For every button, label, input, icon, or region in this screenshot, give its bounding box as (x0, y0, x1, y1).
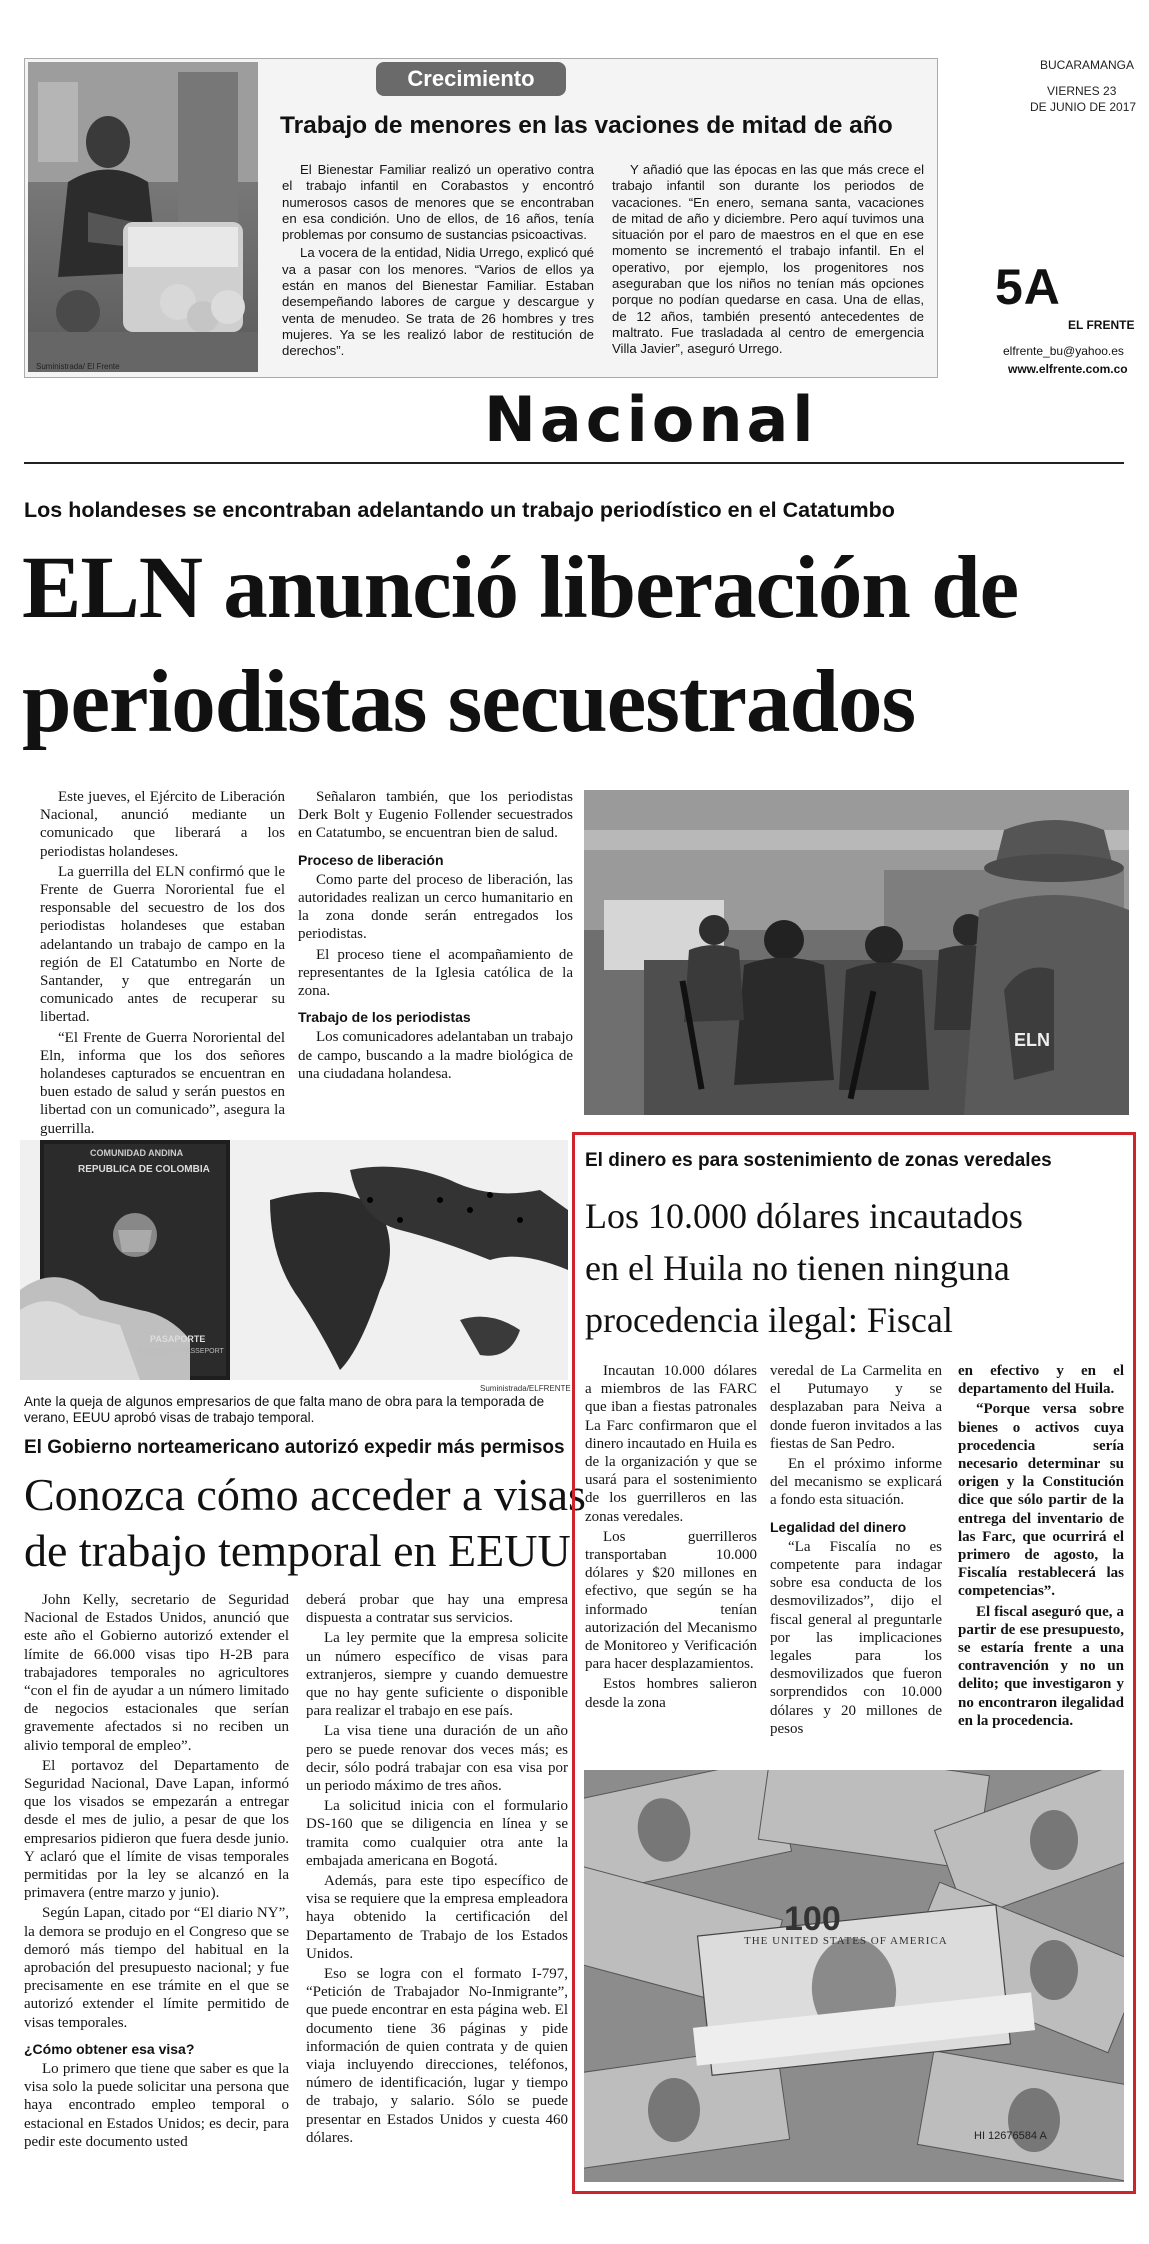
passport-text-2: REPUBLICA DE COLOMBIA (78, 1164, 210, 1175)
eln-photo (584, 790, 1129, 1115)
top-banner: Crecimiento (376, 62, 566, 96)
bill-label: THE UNITED STATES OF AMERICA (744, 1935, 948, 1947)
paragraph: La visa tiene una duración de un año pero se puede renovar dos veces más; es decir, sólo podrá trabajar con esa visa por un periodo máximo de tres años. (306, 1723, 568, 1795)
paragraph: La guerrilla del ELN confirmó que le Frente de Guerra Nororiental fue el responsable del secuestro de los dos periodistas holandeses que estaban adelantando un trabajo de campo en la región de El Catatumbo en Norte de Santander, y que entregarán un comunicado antes de recuperar su libertad. (40, 863, 285, 1026)
paragraph: Incautan 10.000 dólares a miembros de las FARC que iban a fiestas patronales La Farc confirmaron que el dinero incautado en Huila es de la organización y que se usará para el sostenimiento de los guerrilleros en las zonas veredales. (585, 1363, 757, 1525)
top-col-1 (282, 162, 594, 362)
paragraph: La vocera de la entidad, Nidia Urrego, explicó qué va a pasar con los menores. “Varios de ellos ya están en manos del Bienestar Familiar. Estaban desempeñando labores de cargue y descargue y venta de menudeo. Se trata de 26 hombres y tres mujeres. Ya se les realizó labor de restitución de derechos”. (282, 245, 594, 359)
visa-photo-credit: Suministrada/ELFRENTE (480, 1384, 571, 1393)
visa-col-1 (24, 1591, 289, 2153)
subheading: Proceso de liberación (298, 851, 444, 868)
fiscal-headline-line-3: procedencia ilegal: Fiscal (585, 1300, 953, 1340)
passport-text-1: COMUNIDAD ANDINA (90, 1148, 184, 1158)
top-photo-credit: Suministrada/ El Frente (36, 362, 120, 371)
eln-photo-label: ELN (1014, 1030, 1050, 1050)
visa-col-2 (306, 1591, 568, 2149)
paragraph: veredal de La Carmelita en el Putumayo y se desplazaban para Neiva a donde fueron invitados a las fiestas de San Pedro. (770, 1363, 942, 1452)
bill-serial: HI 12676584 A (974, 2130, 1047, 2142)
visa-kicker: El Gobierno norteamericano autorizó expedir más permisos (24, 1437, 565, 1458)
paragraph: Y añadió que las épocas en las que más crece el trabajo infantil son durante los periodos de vacaciones. “En enero, semana santa, vacaciones de mitad de año y diciembre. Pero aquí tuvimos una situación por el paro de maestros en el que en ese momento se incrementó el trabajo infantil. En el operativo, por ejemplo, los progenitores nos aseguraban que los niños no tenían más opciones porque no podían quedarse en casa. Una de ellas, de 12 años, también presentó antecedentes de maltrato. Fue trasladada al centro de emergencia Villa Javier”, aseguró Urrego. (612, 162, 924, 357)
section-rule (24, 462, 1124, 464)
top-box-photo (28, 62, 258, 372)
paragraph: “Porque versa sobre bienes o activos cuya procedencia sería necesario determinar su origen y la Constitución dice que sólo partir de la entrega del inventario de las Farc, que ocurrirá el primero de agosto, la Fiscalía restablecerá las competencias”. (958, 1401, 1124, 1600)
masthead-web: www.elfrente.com.co (1008, 362, 1128, 376)
section-name: Nacional (484, 383, 818, 456)
paragraph: Los guerrilleros transportaban 10.000 dólares y $20 millones en efectivo, que según se ha informado tenían autorización del Mecanismo de Monitoreo y Verificación para hacer desplazamientos. (585, 1528, 757, 1673)
passport-text-3: PASAPORTE (150, 1334, 206, 1344)
paragraph: El fiscal aseguró que, a partir de ese presupuesto, se estaría frente a una contravención y no un delito; que investigaron y no encontraron ilegalidad en la procedencia. (958, 1603, 1124, 1729)
page-number: 5A (995, 259, 1061, 315)
paragraph: El Bienestar Familiar realizó un operativo contra el trabajo infantil en Corabastos y encontró numerosos casos de menores que se encontraban en esa condición. Uno de ellos, de 16 años, tenía problemas por consumo de sustancias psicoactivas. (282, 162, 594, 243)
fiscal-col-1 (585, 1362, 757, 1714)
paragraph: En el próximo informe del mecanismo se explicará a fondo esta situación. (770, 1456, 942, 1509)
masthead-paper: EL FRENTE (1068, 318, 1135, 332)
main-col-1 (40, 788, 285, 1140)
fiscal-col-2 (770, 1362, 942, 1740)
paragraph: Eso se logra con el formato I-797, “Petición de Trabajador No-Inmigrante”, que puede encontrar en esta página web. El documento tiene 36 páginas y pide información de quien contrata y de quien viaja incluyendo direcciones, teléfonos, número de identificación, lugar y tiempo de trabajo, y salario. Sólo se puede presentar en Estados Unidos y cuesta 460 dólares. (306, 1966, 568, 2146)
fiscal-col-3 (958, 1362, 1124, 1732)
paragraph: deberá probar que hay una empresa dispuesta a contratar sus servicios. (306, 1592, 568, 1627)
paragraph: Estos hombres salieron desde la zona (585, 1676, 757, 1711)
paragraph: Los comunicadores adelantaban un trabajo de campo, buscando a la madre biológica de una ciudadana holandesa. (298, 1029, 573, 1082)
masthead-city: BUCARAMANGA (1040, 58, 1135, 72)
paragraph: La ley permite que la empresa solicite un número específico de visas para extranjeros, siempre y cuando demuestre que no hay gente suficiente o disponible para realizar el trabajo en ese país. (306, 1630, 568, 1720)
main-headline-line-2: periodistas secuestrados (22, 653, 916, 751)
top-col-2 (612, 162, 924, 360)
masthead-date-1: VIERNES 23 (1047, 84, 1117, 98)
fiscal-headline-line-1: Los 10.000 dólares incautados (585, 1196, 1023, 1236)
paragraph: Señalaron también, que los periodistas Derk Bolt y Eugenio Follender secuestrados en Catatumbo, se encuentran bien de salud. (298, 789, 573, 842)
paragraph: “El Frente de Guerra Nororiental del Eln, informa que los dos señores holandeses capturados se encuentran en buen estado de salud y serán puestos en libertad con un comunicado”, asegura la guerrilla. (40, 1029, 285, 1137)
paragraph: La solicitud inicia con el formulario DS-160 que se diligencia en línea y se tramita como cualquier otra ante la embajada americana en Bogotá. (306, 1798, 568, 1869)
passport-text-4: PASSPORT • PASSEPORT (138, 1348, 224, 1355)
visa-headline-line-1: Conozca cómo acceder a visas (24, 1469, 586, 1520)
subheading: Legalidad del dinero (770, 1518, 907, 1535)
top-title: Trabajo de menores en las vaciones de mitad de año (280, 112, 893, 139)
paragraph: Como parte del proceso de liberación, las autoridades realizan un cerco humanitario en la zona donde serán entregados los periodistas. (298, 871, 573, 943)
masthead-email: elfrente_bu@yahoo.es (1003, 344, 1124, 358)
main-kicker: Los holandeses se encontraban adelantando un trabajo periodístico en el Catatumbo (24, 498, 895, 522)
main-headline-line-1: ELN anunció liberación de (22, 539, 1019, 637)
dollars-photo (584, 1770, 1124, 2182)
visa-headline-line-2: de trabajo temporal en EEUU (24, 1525, 571, 1576)
subheading: ¿Cómo obtener esa visa? (24, 2040, 195, 2057)
bill-denomination: 100 (784, 1900, 841, 1938)
fiscal-kicker: El dinero es para sostenimiento de zonas veredales (585, 1150, 1052, 1171)
main-col-2 (298, 788, 573, 1085)
paragraph: El proceso tiene el acompañamiento de representantes de la Iglesia católica de la zona. (298, 946, 573, 1000)
passport-photo (20, 1140, 568, 1380)
masthead-date-2: DE JUNIO DE 2017 (1030, 100, 1137, 114)
paragraph: Este jueves, el Ejército de Liberación Nacional, anunció mediante un comunicado que liberará a los periodistas holandeses. (40, 789, 285, 860)
visa-caption: Ante la queja de algunos empresarios de que falta mano de obra para la temporada de verano, EEUU aprobó visas de trabajo temporal. (24, 1394, 545, 1425)
paragraph: El portavoz del Departamento de Seguridad Nacional, Dave Lapan, informó que los visados se empezarán a entregar desde el mes de julio, a pesar de que los empresarios pidieron que fuera desde junio. Y aclaró que el límite de visas temporales permitidas por la ley se alcanzó en la primavera (entre marzo y junio). (24, 1757, 289, 1902)
paragraph: Además, para este tipo específico de visa se requiere que la empresa empleadora haya obtenido la certificación del Departamento de Trabajo de los Estados Unidos. (306, 1873, 568, 1962)
paragraph: Lo primero que tiene que saber es que la visa solo la puede solicitar una persona que haya encontrado empleo temporal o estacional en Estados Unidos; es decir, para pedir este documento usted (24, 2061, 289, 2150)
fiscal-headline-line-2: en el Huila no tienen ninguna (585, 1248, 1010, 1288)
subheading: Trabajo de los periodistas (298, 1009, 471, 1026)
paragraph: “La Fiscalía no es competente para indagar sobre esa conducta de los desmovilizados”, dijo el fiscal general al preguntarle por las implicaciones legales para los desmovilizados que fueron sorprendidos con 10.000 dólares y 20 millones de pesos (770, 1538, 942, 1737)
paragraph: Según Lapan, citado por “El diario NY”, la demora se produjo en el Congreso que se demoró más tiempo del habitual en la aprobación del presupuesto nacional; y fue precisamente en ese trámite en el que se autorizó extender el límite permitido de visas temporales. (24, 1905, 289, 2031)
paragraph: en efectivo y en el departamento del Huila. (958, 1363, 1124, 1398)
paragraph: John Kelly, secretario de Seguridad Nacional de Estados Unidos, anunció que este año el Gobierno autorizó extender el límite de 66.000 visas tipo H-2B para trabajadores temporales no agricultores “con el fin de ayudar a un número limitado de negocios estacionales que serían gravemente afectados si no reciben un alivio temporal de empleo”. (24, 1592, 289, 1754)
